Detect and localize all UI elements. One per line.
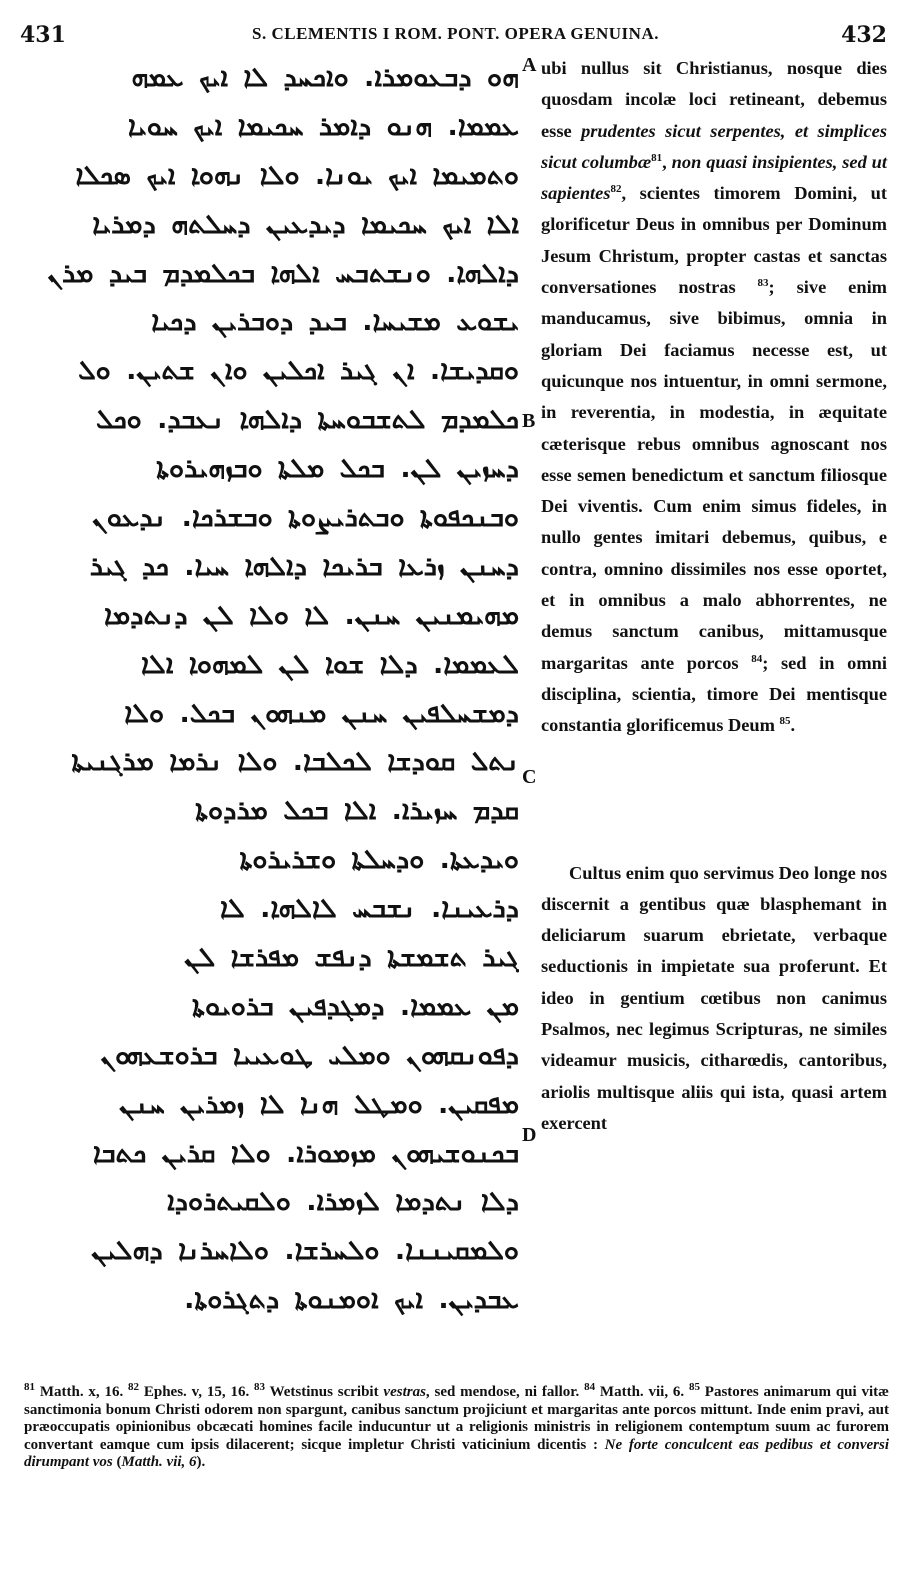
latin-italic: non quasi insipientes, sed ut sapientes	[541, 151, 888, 204]
syriac-line: ܕܠܐ ܢܬܕܡܐ ܠܙܡܪܐ. ܘܠܩܝܬܪܘܕܐ	[167, 1186, 519, 1218]
syriac-line: ܘܠܡܩܝܢܢܐ. ܘܠܚܪܫܐ. ܘܠܐܚܪܢܐ ܕܗܠܝܢ	[91, 1235, 519, 1267]
footnote-ref: 81	[651, 151, 663, 164]
syriac-line: ܗܘ ܕܒܥܘܡܪܐ. ܘܐܟܚܕ ܠܐ ܐܝܟ ܥܡܗ	[131, 62, 519, 93]
syriac-line: ܘܝܕܥܬܐ. ܘܕܚܠܬܐ ܘܫܪܝܪܘܬܐ	[239, 844, 519, 876]
syriac-line: ܓܝܪ ܬܫܡܫܬܐ ܕܢܦܫ ܡܦܪܫܐ ܠܢ	[184, 942, 519, 974]
syriac-line: ܘܩܕܝܫܐ. ܐܢ ܓܝܪ ܐܟܠܝܢ ܘܐܢ ܫܬܝܢ. ܘܠ	[78, 355, 519, 387]
footnote-number: 83	[254, 1381, 266, 1393]
footnote-ref: 83	[757, 276, 769, 289]
syriac-line: ܢܬܠ ܩܘܕܫܐ ܠܟܠܒܐ. ܘܠܐ ܢܪܡܐ ܡܪܓܢܝܬܐ	[71, 746, 519, 778]
syriac-line: ܕܡܫܚܠܦܝܢ ܚܢܢ ܡܢܗܘܢ ܒܟܠ. ܘܠܐ	[124, 697, 519, 729]
latin-text: ; sive enim manducamus, sive bibimus, omnia in gloriam Dei faciamus necesse est, ut quicunque nos intuentur, in omni sermone, in reverentia, in modestia, in æquitate cæterisque rebus omnibus agnoscant nos esse semen benedictum et sanctum filiosque Dei viventis. Cum enim simus fideles, in nullo gentes imitari debemus, quibus, e contra, omnino dissimiles nos esse oportet, et in omnibus a malo abhorrentes, ne demus sanctum canibus, mittamusque margaritas ante porcos	[541, 277, 887, 673]
running-title: S. CLEMENTIS I ROM. PONT. OPERA GENUINA.	[252, 24, 659, 43]
margin-letter-d: D	[522, 1124, 537, 1146]
syriac-line: ܐܠܐ ܐܝܟ ܚܟܝܡܐ ܕܝܕܥܝܢ ܕܚܠܬܗ ܕܡܪܝܐ	[92, 208, 519, 240]
latin-text: ,	[662, 151, 672, 172]
latin-text: ubi nullus sit Christianus, nosque dies quosdam incolæ loci retineant, debemus esse	[541, 58, 887, 141]
syriac-line: ܥܒܕܝܢ. ܐܝܟ ܐܘܡܢܘܬܐ ܕܬܓܪܘܬܐ.	[184, 1284, 519, 1316]
footnote-italic: Ne forte conculcent eas pedibus et conversi dirumpant vos	[24, 1436, 889, 1471]
footnotes	[24, 1381, 890, 1472]
syriac-line: ܥܡܡܐ. ܗܢܘ ܕܐܡܪ ܚܟܝܡܐ ܐܝܟ ܚܘܝܐ	[127, 110, 519, 142]
latin-paragraph-2: Cultus enim quo servimus Deo longe nos discernit a gentibus quæ blasphemant in deliciarum suarum ebrietate, verbaque seductionis in impietate sua proferunt. Et ideo in gentium cœtibus non canimus Psalmos, nec legimus Scripturas, ne similes videamur musicis, citharœdis, cantoribus, ariolis multisque aliis qui ista, quasi artem exercent	[541, 862, 887, 1133]
syriac-line: ܕܦܘܢܩܗܘܢ ܘܡܠܝ ܛܘܥܝܝܐ ܒܪܘܫܥܗܘܢ	[100, 1039, 519, 1071]
syriac-line: ܝܫܘܥ ܡܫܝܚܐ. ܒܝܕ ܕܘܒܪܝܢ ܕܟܝܐ	[151, 306, 519, 338]
footnote-number: 84	[584, 1381, 596, 1393]
syriac-column	[14, 54, 519, 1325]
syriac-line: ܟܠܡܕܡ ܠܬܫܒܘܚܬܐ ܕܐܠܗܐ ܢܥܒܕ. ܘܟܠ	[95, 404, 519, 436]
syriac-line: ܡܦܩܝܢ. ܘܡܛܠ ܗܢܐ ܠܐ ܙܡܪܝܢ ܚܢܢ	[119, 1088, 519, 1120]
margin-letter-b: B	[522, 410, 536, 432]
syriac-line: ܠܥܡܡܐ. ܕܠܐ ܫܘܐ ܠܢ ܠܡܗܘܐ ܐܠܐ	[141, 648, 519, 680]
margin-letter-c: C	[522, 766, 537, 788]
footnote-italic: Matth. vii, 6	[121, 1454, 197, 1471]
syriac-line: ܘܒܢܟܦܘܬܐ ܘܒܬܪܝܨܘܬܐ ܘܒܫܪܟܐ. ܢܕܥܘܢ	[91, 502, 519, 534]
footnote-block	[24, 1381, 890, 1472]
latin-text: .	[790, 715, 796, 736]
footnote-ref: 85	[779, 715, 791, 728]
page-header	[0, 18, 911, 48]
page-number-left: 431	[20, 22, 66, 48]
latin-italic: prudentes sicut serpentes, et simplices sicut columbæ	[541, 120, 887, 172]
syriac-line: ܕܪܥܝܢܐ. ܢܫܒܚ ܠܐܠܗܐ. ܠܐ	[219, 893, 519, 925]
footnote-ref: 84	[751, 652, 763, 665]
syriac-line: ܘܬܡܝܡܐ ܐܝܟ ܝܘܢܐ. ܘܠܐ ܢܗܘܐ ܐܝܟ ܣܟܠܐ	[75, 159, 519, 191]
syriac-line: ܕܐܠܗܐ. ܘܢܫܬܒܚ ܐܠܗܐ ܒܟܠܡܕܡ ܒܝܕ ܡܪܢ	[47, 257, 519, 289]
latin-column	[541, 53, 887, 1139]
syriac-line: ܡܢ ܥܡܡܐ. ܕܡܓܕܦܝܢ ܒܪܘܝܘܬܐ	[192, 990, 519, 1022]
latin-paragraph-1	[541, 53, 887, 742]
footnote-text: , sed mendose, ni fallor.	[425, 1384, 585, 1400]
page-number-right: 432	[841, 22, 887, 48]
latin-text: , scientes timorem Domini, ut glorificetur Deus in omnibus per Dominum Jesum Christum, propter castas et sanctas conversationes nostras	[541, 183, 887, 298]
footnote-text: Matth. x, 16.	[35, 1384, 129, 1400]
syriac-line: ܡܗܝܡܢܝܢ ܚܢܢ. ܠܐ ܘܠܐ ܠܢ ܕܢܬܕܡܐ	[103, 599, 519, 631]
footnote-ref: 82	[610, 183, 622, 196]
footnote-text: Pastores animarum qui vitæ sanctimonia bonum Christi odorem non spargunt, canibus sanctum projiciunt et margaritas ante porcos mittunt. Inde enim pravi, aut præoccupatis opinionibus obcæcati homines facile inducuntur ut a religionis ministris in religionem contemptum suum ac furorem convertant eamque cum ipsis dilacerent; sicque impletur Christi vaticinium dicentis :	[24, 1384, 890, 1453]
footnote-text: Ephes. v, 15, 16.	[139, 1384, 255, 1400]
footnote-number: 85	[688, 1381, 700, 1393]
footnote-text: ).	[196, 1454, 206, 1471]
syriac-line: ܩܕܡ ܚܙܝܪܐ. ܐܠܐ ܒܟܠ ܡܪܕܘܬܐ	[195, 795, 519, 827]
footnote-number: 81	[24, 1381, 35, 1393]
syriac-line: ܒܟܢܘܫܝܗܘܢ ܡܙܡܘܪܐ. ܘܠܐ ܩܪܝܢ ܟܬܒܐ	[92, 1137, 519, 1169]
margin-letter-a: A	[522, 54, 537, 76]
syriac-line: ܕܚܢܢ ܙܪܥܐ ܒܪܝܟܐ ܕܐܠܗܐ ܚܝܐ. ܟܕ ܓܝܪ	[89, 550, 519, 582]
footnote-text: Wetstinus scribit	[265, 1384, 384, 1400]
footnote-number: 82	[128, 1381, 140, 1393]
latin-text: ; sed in omni disciplina, scientia, timore Dei mentisque constantia glorificemus Deum	[541, 652, 887, 736]
footnote-text: Matth. vii, 6.	[595, 1384, 689, 1400]
footnote-text: (	[112, 1454, 122, 1471]
syriac-line: ܕܚܙܝܢ ܠܢ. ܒܟܠ ܡܠܬܐ ܘܒܙܗܝܪܘܬܐ	[156, 453, 519, 485]
footnote-italic: vestras	[383, 1384, 426, 1400]
